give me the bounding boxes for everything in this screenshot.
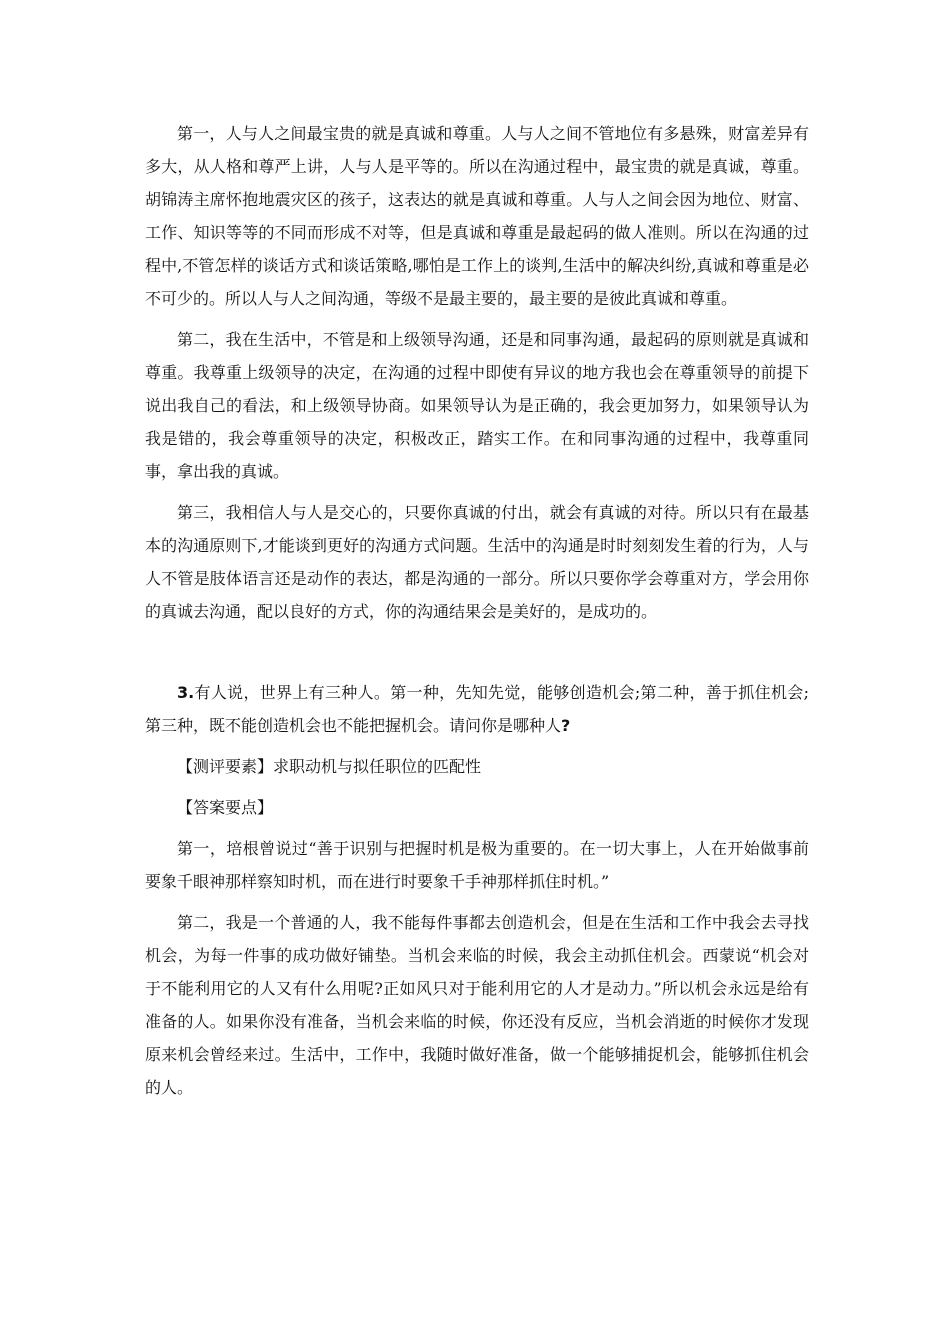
evaluation-criteria	[145, 750, 809, 783]
evaluation-tag: 【测评要素】	[177, 757, 274, 776]
paragraph-third-trust: 第三，我相信人与人是交心的，只要你真诚的付出，就会有真诚的对待。所以只有在最基本的沟通原则下,才能谈到更好的沟通方式问题。生活中的沟通是时时刻刻发生着的行为，人与人不管是肢体语言还是动作的表达，都是沟通的一部分。所以只要你学会尊重对方，学会用你的真诚去沟通，配以良好的方式，你的沟通结果会是美好的，是成功的。	[145, 503, 809, 621]
question-text: 有人说，世界上有三种人。第一种，先知先觉，能够创造机会;第二种，善于抓住机会;第三种，既不能创造机会也不能把握机会。请问你是哪种人	[145, 683, 809, 735]
paragraph-second-respect: 第二，我在生活中，不管是和上级领导沟通，还是和同事沟通，最起码的原则就是真诚和尊重。我尊重上级领导的决定，在沟通的过程中即使有异议的地方我也会在尊重领导的前提下说出我自己的看法，和上级领导协商。如果领导认为是正确的，我会更加努力，如果领导认为我是错的，我会尊重领导的决定，积极改正，踏实工作。在和同事沟通的过程中，我尊重同事，拿出我的真诚。	[145, 330, 809, 481]
paragraph-first-sincerity: 第一，人与人之间最宝贵的就是真诚和尊重。人与人之间不管地位有多悬殊，财富差异有多大，从人格和尊严上讲，人与人是平等的。所以在沟通过程中，最宝贵的就是真诚，尊重。胡锦涛主席怀抱地震灾区的孩子，这表达的就是真诚和尊重。人与人之间会因为地位、财富、工作、知识等等的不同而形成不对等，但是真诚和尊重是最起码的做人准则。所以在沟通的过程中,不管怎样的谈话方式和谈话策略,哪怕是工作上的谈判,生活中的解决纠纷,真诚和尊重是必不可少的。所以人与人之间沟通，等级不是最主要的，最主要的是彼此真诚和尊重。	[145, 124, 809, 308]
question-end-mark: ?	[561, 716, 571, 735]
question-3	[145, 676, 809, 742]
document-body	[145, 117, 809, 1104]
answer-paragraph-bacon: 第一，培根曾说过“善于识别与把握时机是极为重要的。在一切大事上，人在开始做事前要象千眼神那样察知时机，而在进行时要象千手神那样抓住时机。”	[145, 839, 809, 891]
answer-paragraph-opportunity: 第二，我是一个普通的人，我不能每件事都去创造机会，但是在生活和工作中我会去寻找机会，为每一件事的成功做好铺垫。当机会来临的时候，我会主动抓住机会。西蒙说“机会对于不能利用它的人又有什么用呢?正如风只对于能利用它的人才是动力。”所以机会永远是给有准备的人。如果你没有准备，当机会来临的时候，你还没有反应，当机会消逝的时候你才发现原来机会曾经来过。生活中，工作中，我随时做好准备，做一个能够捕捉机会，能够抓住机会的人。	[145, 913, 809, 1097]
evaluation-text: 求职动机与拟任职位的匹配性	[273, 757, 482, 776]
answer-points-heading: 【答案要点】	[177, 798, 274, 817]
question-number: 3.	[177, 683, 195, 702]
